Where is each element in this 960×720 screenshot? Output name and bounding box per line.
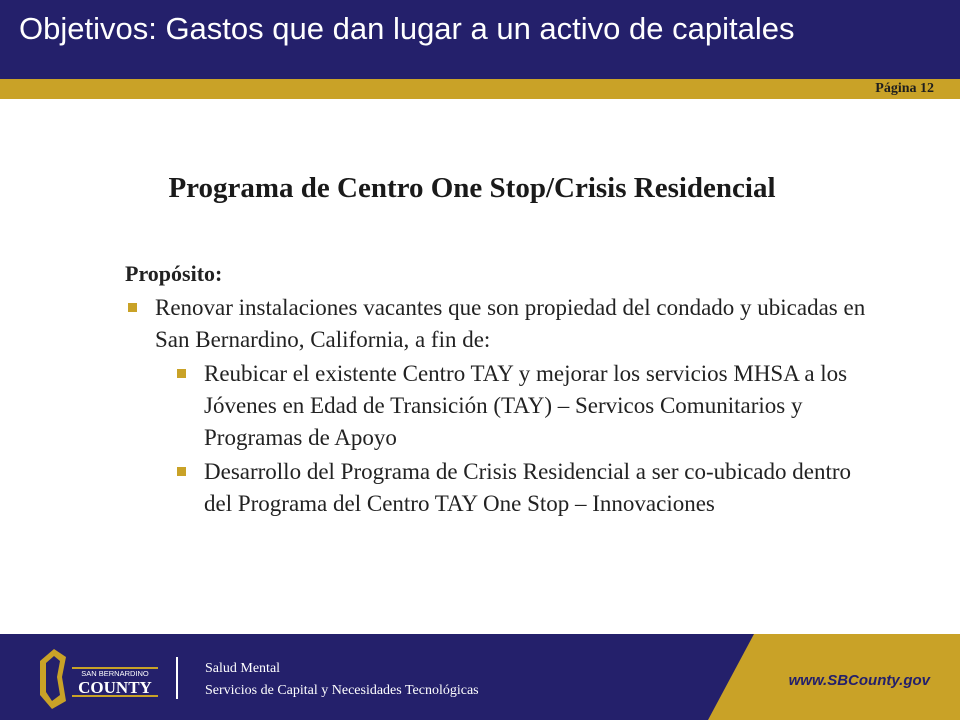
footer-dept: Salud Mental [205, 661, 281, 676]
sub-bullet-text: Desarrollo del Programa de Crisis Residencial a ser co-ubicado dentro del Programa del Centro TAY One Stop – Innovaciones [204, 459, 851, 516]
footer-url-link[interactable]: www.SBCounty.gov [788, 672, 930, 689]
bullet-main-text: Renovar instalaciones vacantes que son propiedad del condado y ubicadas en San Bernardino, California, a fin de: [155, 295, 866, 352]
bullet-square-icon [177, 369, 186, 378]
footer-division: Servicios de Capital y Necesidades Tecnológicas [205, 683, 479, 698]
slide-content [125, 258, 870, 520]
slide-title: Programa de Centro One Stop/Crisis Residencial [168, 172, 776, 204]
bullet-square-icon [177, 467, 186, 476]
header-bar [0, 0, 960, 79]
header-title: Objetivos: Gastos que dan lugar a un activo de capitales [19, 11, 795, 46]
header-gold-rule [0, 79, 960, 99]
bullet-main [125, 292, 870, 356]
bullet-square-icon [128, 303, 137, 312]
logo-bottom-text: COUNTY [78, 678, 152, 697]
logo-top-text: SAN BERNARDINO [81, 669, 149, 678]
sub-bullet-text: Reubicar el existente Centro TAY y mejorar los servicios MHSA a los Jóvenes en Edad de Transición (TAY) – Servicos Comunitarios y Programas de Apoyo [204, 361, 848, 450]
purpose-label: Propósito: [125, 261, 223, 286]
county-logo [32, 643, 162, 713]
sub-bullet [174, 358, 870, 454]
sub-bullet [174, 456, 870, 520]
page-number: Página 12 [875, 81, 934, 96]
footer-divider [176, 657, 178, 699]
